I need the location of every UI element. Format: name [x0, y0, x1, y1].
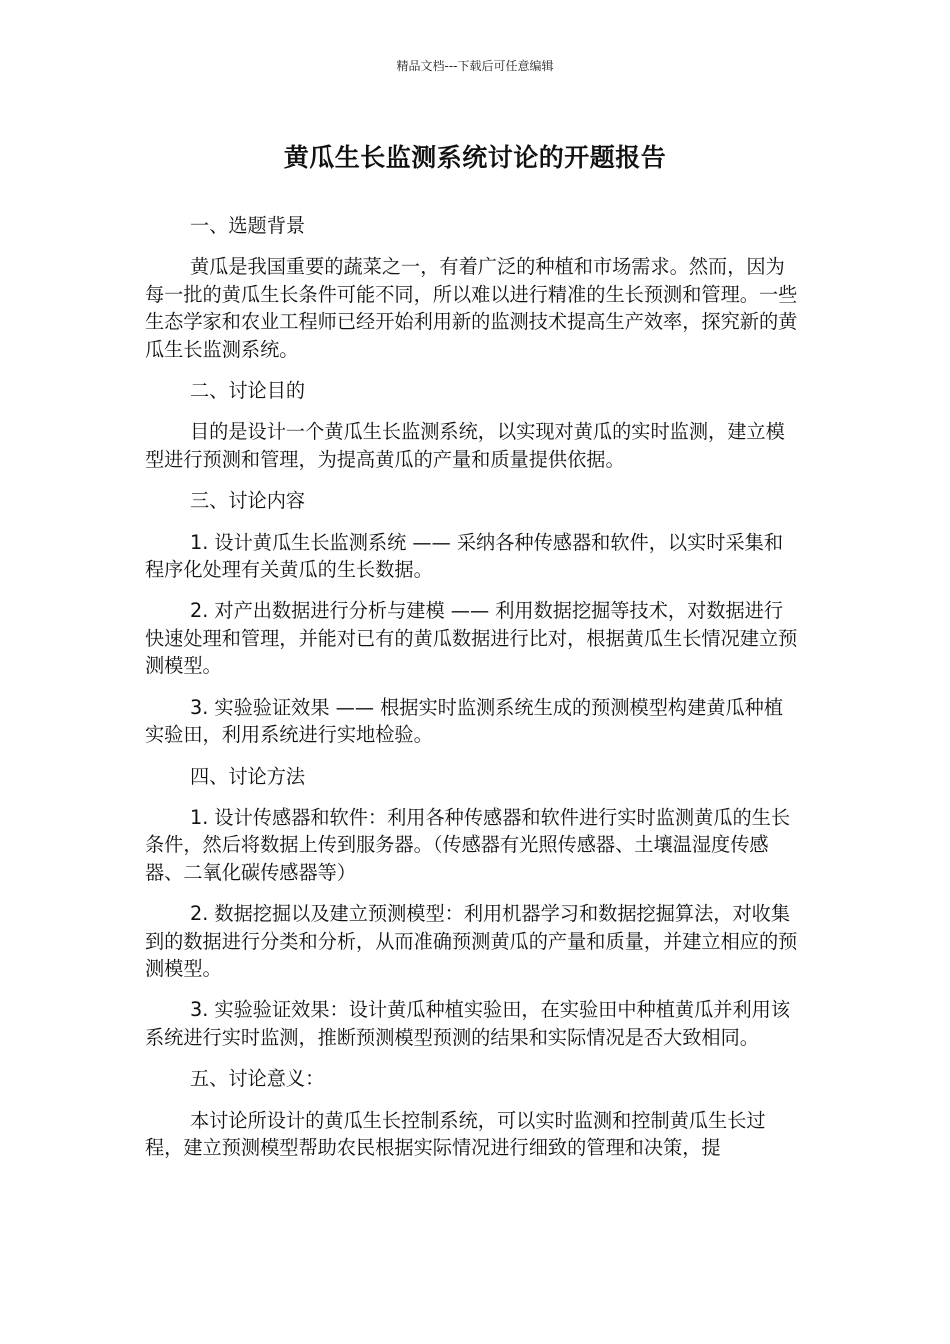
list-item: 1. 设计传感器和软件：利用各种传感器和软件进行实时监测黄瓜的生长条件，然后将数据上传到服务器。（传感器有光照传感器、土壤温湿度传感器、二氧化碳传感器等） [145, 805, 791, 884]
paragraph: 本讨论所设计的黄瓜生长控制系统，可以实时监测和控制黄瓜生长过程，建立预测模型帮助农民根据实际情况进行细致的管理和决策，提 [145, 1108, 766, 1159]
list-item: 1. 设计黄瓜生长监测系统 —— 采纳各种传感器和软件，以实时采集和程序化处理有关黄瓜的生长数据。 [145, 530, 784, 582]
document-title: 黄瓜生长监测系统讨论的开题报告 [283, 143, 667, 172]
page-header: 精品文档---下载后可任意编辑 [396, 59, 554, 73]
list-item: 3. 实验验证效果：设计黄瓜种植实验田，在实验田中种植黄瓜并利用该系统进行实时监测，推断预测模型预测的结果和实际情况是否大致相同。 [145, 998, 791, 1049]
section-heading: 一、选题背景 [190, 214, 306, 237]
list-item: 3. 实验验证效果 —— 根据实时监测系统生成的预测模型构建黄瓜种植实验田，利用系统进行实地检验。 [145, 695, 784, 747]
section-heading: 二、讨论目的 [190, 379, 306, 403]
list-item: 2. 数据挖掘以及建立预测模型：利用机器学习和数据挖掘算法，对收集到的数据进行分类和分析，从而准确预测黄瓜的产量和质量，并建立相应的预测模型。 [145, 902, 798, 980]
section-heading: 三、讨论内容 [190, 489, 306, 513]
section-heading: 四、讨论方法 [190, 764, 306, 788]
paragraph: 目的是设计一个黄瓜生长监测系统，以实现对黄瓜的实时监测，建立模型进行预测和管理，为提高黄瓜的产量和质量提供依据。 [145, 420, 785, 471]
list-item: 2. 对产出数据进行分析与建模 —— 利用数据挖掘等技术，对数据进行快速处理和管理，并能对已有的黄瓜数据进行比对，根据黄瓜生长情况建立预测模型。 [145, 599, 798, 678]
section-heading: 五、讨论意义： [190, 1067, 325, 1091]
paragraph: 黄瓜是我国重要的蔬菜之一，有着广泛的种植和市场需求。然而，因为每一批的黄瓜生长条件可能不同，所以难以进行精准的生长预测和管理。一些生态学家和农业工程师已经开始利用新的监测技术提高生产效率，探究新的黄瓜生长监测系统。 [145, 255, 798, 361]
document-body [145, 212, 800, 1175]
